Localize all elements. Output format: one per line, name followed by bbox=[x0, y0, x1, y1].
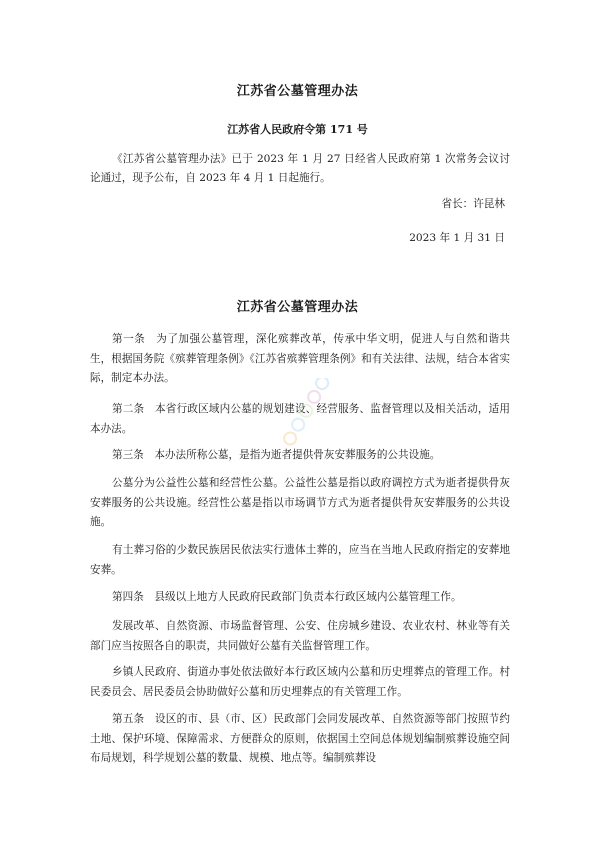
date-line: 2023 年 1 月 31 日 bbox=[409, 232, 505, 244]
section-title: 江苏省公墓管理办法 bbox=[236, 300, 359, 315]
article-5-paragraph: 第五条 设区的市、县（市、区）民政部门会同发展改革、自然资源等部门按照节约土地、保护环境、保障需求、方便群众的原则，依据国土空间总体规划编制殡葬设施空间布局规划，科学规划公墓的数量、规模、地点等。编制殡葬设 bbox=[90, 713, 510, 764]
township-paragraph: 乡镇人民政府、街道办事处依法做好本行政区域内公墓和历史埋葬点的管理工作。村民委员会、居民委员会协助做好公墓和历史埋葬点的有关管理工作。 bbox=[90, 666, 510, 698]
signer-line: 省长：许昆林 bbox=[441, 198, 505, 210]
article-3-paragraph: 第三条 本办法所称公墓，是指为逝者提供骨灰安葬服务的公共设施。 bbox=[112, 449, 441, 461]
article-4-paragraph: 第四条 县级以上地方人民政府民政部门负责本行政区域内公墓管理工作。 bbox=[112, 591, 462, 603]
cemetery-types-paragraph: 公墓分为公益性公墓和经营性公墓。公益性公墓是指以政府调控方式为逝者提供骨灰安葬服务的公共设施。经营性公墓是指以市场调节方式为逝者提供骨灰安葬服务的公共设施。 bbox=[90, 477, 510, 528]
order-number: 江苏省人民政府令第 171 号 bbox=[227, 123, 368, 136]
article-1-paragraph: 第一条 为了加强公墓管理，深化殡葬改革，传承中华文明，促进人与自然和谐共生，根据国务院《殡葬管理条例》《江苏省殡葬管理条例》和有关法律、法规，结合本省实际，制定本办法。 bbox=[90, 333, 510, 384]
burial-custom-paragraph: 有土葬习俗的少数民族居民依法实行遗体土葬的，应当在当地人民政府指定的安葬地安葬。 bbox=[90, 544, 510, 576]
preamble-paragraph: 《江苏省公墓管理办法》已于 2023 年 1 月 27 日经省人民政府第 1 次常务会议讨论通过，现予公布，自 2023 年 4 月 1 日起施行。 bbox=[90, 153, 510, 184]
document-title: 江苏省公墓管理办法 bbox=[236, 84, 359, 99]
departments-paragraph: 发展改革、自然资源、市场监督管理、公安、住房城乡建设、农业农村、林业等有关部门应当按照各自的职责，共同做好公墓有关监督管理工作。 bbox=[90, 620, 510, 652]
article-2-paragraph: 第二条 本省行政区域内公墓的规划建设、经营服务、监督管理以及相关活动，适用本办法。 bbox=[90, 403, 510, 435]
